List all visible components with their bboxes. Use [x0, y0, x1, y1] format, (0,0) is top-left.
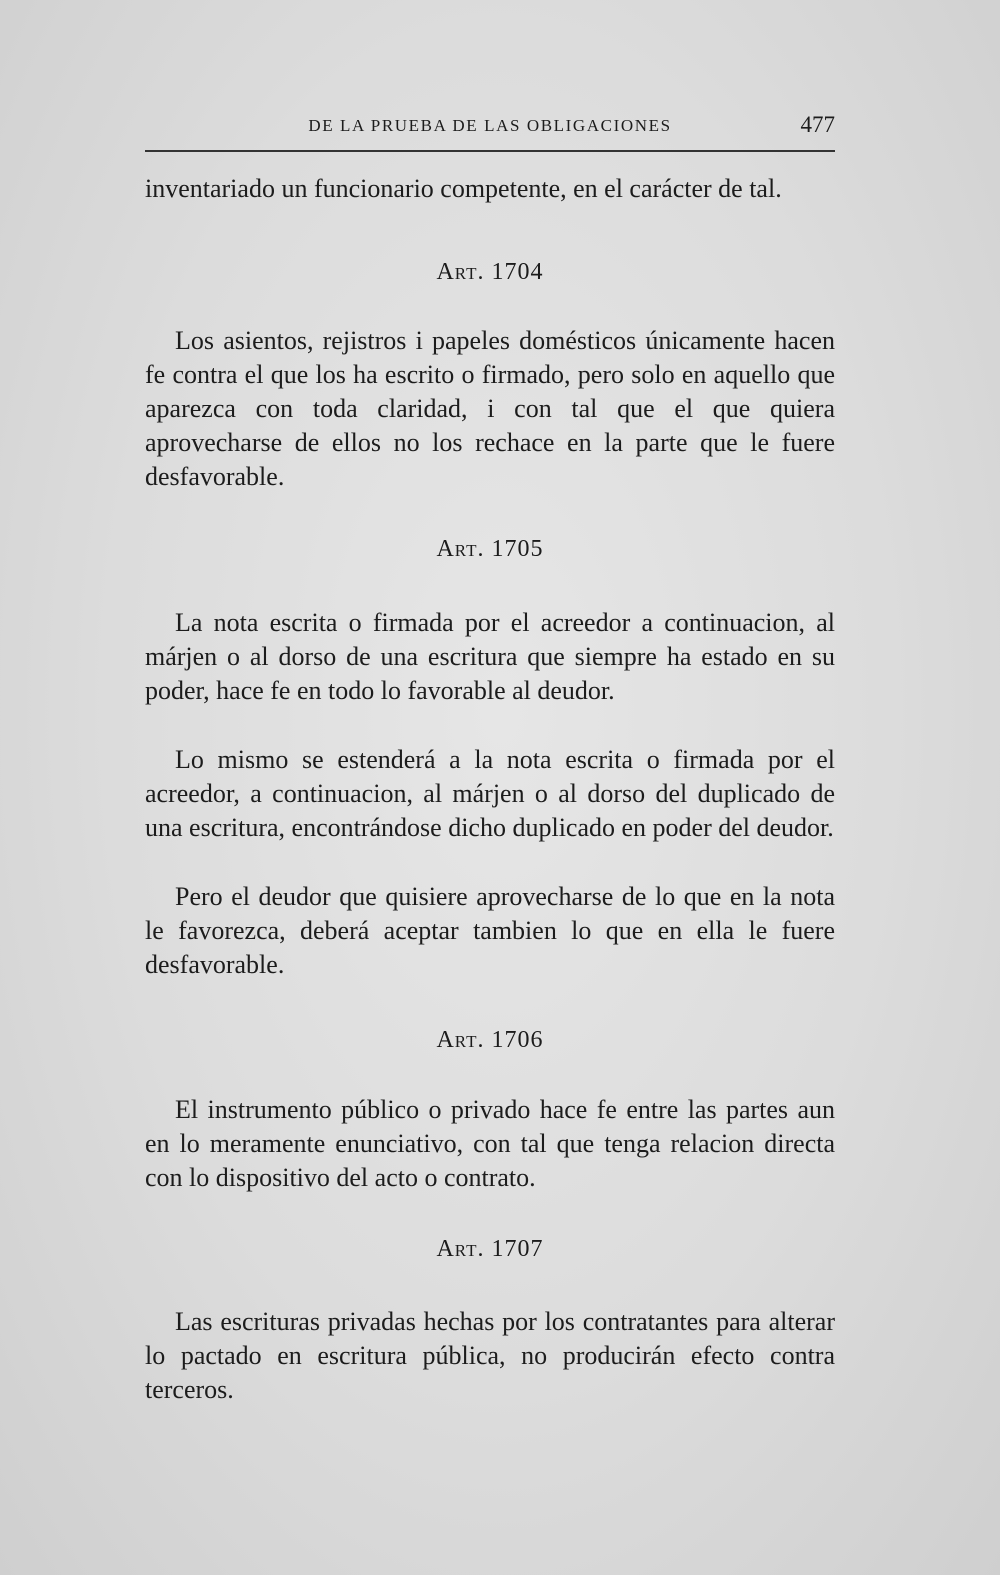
- running-title: DE LA PRUEBA DE LAS OBLIGACIONES: [308, 116, 672, 135]
- article-label: Art.: [436, 1027, 485, 1053]
- article-1705-paragraph-3: Pero el deudor que quisiere aprovecharse de lo que en la nota le favorezca, deberá aceptar tambien lo que en ella le fuere desfavorable.: [145, 882, 835, 979]
- intro-paragraph: inventariado un funcionario competente, en el carácter de tal.: [145, 174, 782, 203]
- article-heading-1704: [145, 259, 835, 286]
- article-heading-1706: [145, 1027, 835, 1054]
- article-1705-paragraph-2: Lo mismo se estenderá a la nota escrita o firmada por el acreedor, a continuacion, al márjen o al dorso del duplicado de una escritura, encontrándose dicho duplicado en poder del deudor.: [145, 745, 835, 842]
- article-label: Art.: [436, 536, 485, 562]
- running-head: [145, 112, 835, 142]
- article-1705-paragraph-1: La nota escrita o firmada por el acreedor a continuacion, al márjen o al dorso de una escritura que siempre ha estado en su poder, hace fe en todo lo favorable al deudor.: [145, 608, 835, 705]
- header-rule: [145, 150, 835, 152]
- article-label: Art.: [436, 1236, 485, 1262]
- article-1704-paragraph-1: Los asientos, rejistros i papeles domésticos únicamente hacen fe contra el que los ha escrito o firmado, pero solo en aquello que aparezca con toda claridad, i con tal que el que quiera aprovecharse de ellos no los rechace en la parte que le fuere desfavorable.: [145, 326, 835, 491]
- article-number: 1705: [491, 536, 544, 562]
- article-1707-paragraph-1: Las escrituras privadas hechas por los contratantes para alterar lo pactado en escritura pública, no producirán efecto contra terceros.: [145, 1307, 835, 1404]
- page-number: 477: [800, 112, 835, 137]
- article-1706-paragraph-1: El instrumento público o privado hace fe entre las partes aun en lo meramente enunciativo, con tal que tenga relacion directa con lo dispositivo del acto o contrato.: [145, 1095, 835, 1192]
- article-number: 1707: [491, 1236, 544, 1262]
- article-heading-1705: [145, 536, 835, 563]
- article-label: Art.: [436, 259, 485, 285]
- article-heading-1707: [145, 1236, 835, 1263]
- article-number: 1704: [491, 259, 544, 285]
- article-number: 1706: [491, 1027, 544, 1053]
